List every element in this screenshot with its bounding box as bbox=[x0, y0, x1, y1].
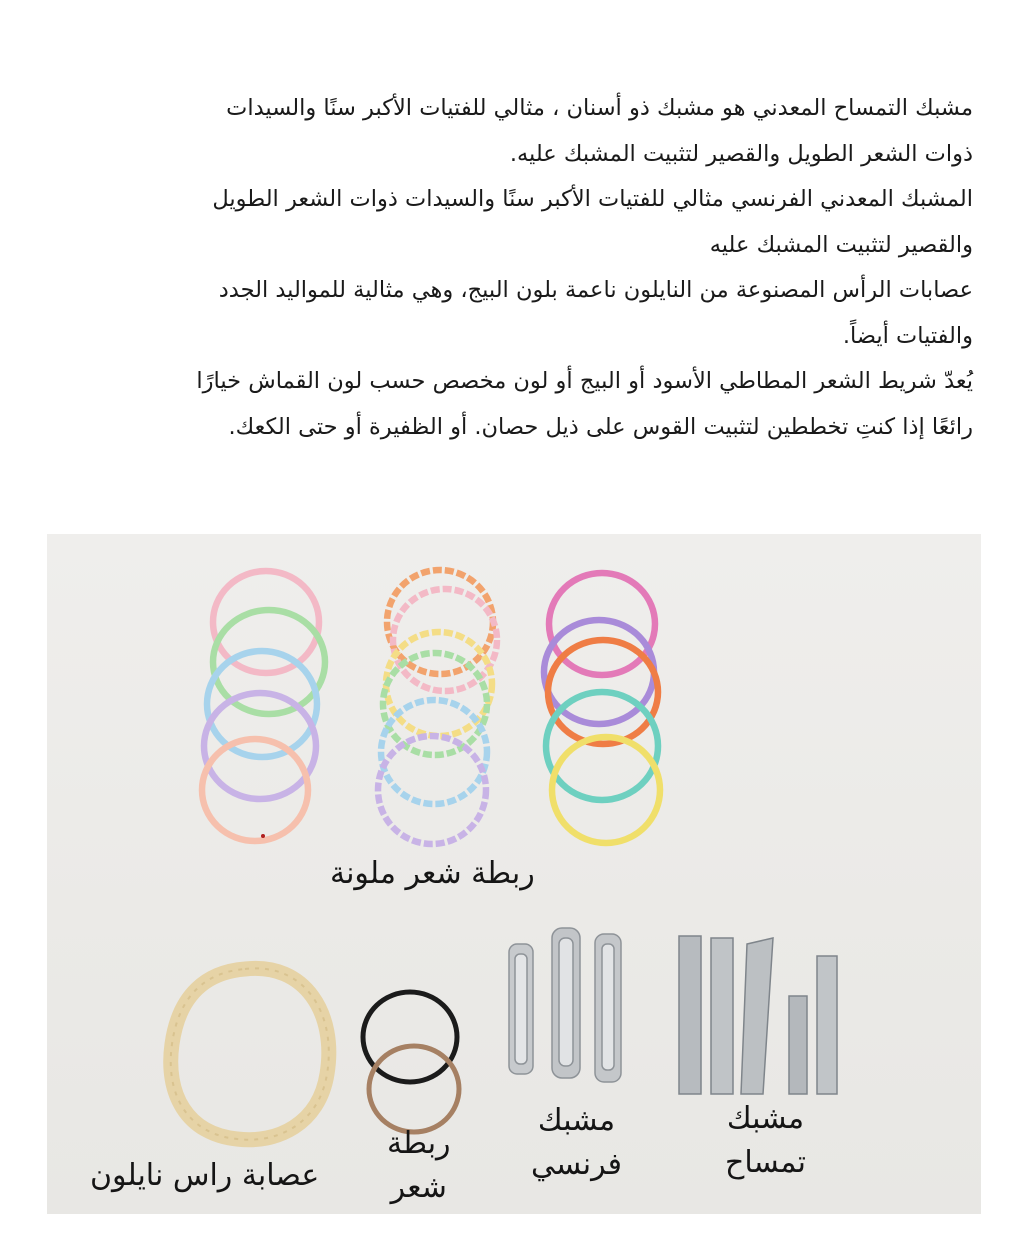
crocodile-clips bbox=[679, 936, 837, 1094]
description-line: مشبك التمساح المعدني هو مشبك ذو أسنان ، مثالي للفتيات الأكبر سنًا والسيدات bbox=[226, 95, 973, 121]
label-french-clip: مشبك فرنسي bbox=[531, 1103, 623, 1182]
description-line: ذوات الشعر الطويل والقصير لتثبيت المشبك عليه. bbox=[509, 140, 973, 167]
crocodile-clip bbox=[679, 936, 701, 1094]
label-nylon-headband: عصابة راس نايلون bbox=[90, 1158, 320, 1193]
bright-hair-ties bbox=[544, 573, 660, 843]
description-line: يُعدّ شريط الشعر المطاطي الأسود أو البيج أو لون مخصص حسب لون القماش خيارًا bbox=[196, 368, 973, 394]
crocodile-clip bbox=[789, 996, 807, 1094]
hair-tie-ring bbox=[387, 570, 493, 674]
description-line: والقصير لتثبيت المشبك عليه bbox=[709, 231, 973, 258]
textured-hair-ties bbox=[378, 570, 497, 844]
description-line: المشبك المعدني الفرنسي مثالي للفتيات الأكبر سنًا والسيدات ذوات الشعر الطويل bbox=[212, 186, 973, 212]
description-line: رائعًا إذا كنتِ تخططين لتثبيت القوس على ذيل حصان. أو الظفيرة أو حتى الكعك. bbox=[228, 413, 973, 440]
description-line: عصابات الرأس المصنوعة من النايلون ناعمة بلون البيج، وهي مثالية للمواليد الجدد bbox=[218, 277, 973, 303]
label-crocodile-clip: مشبك تمساح bbox=[725, 1101, 806, 1180]
hair-tie-ring bbox=[381, 700, 487, 804]
label-hair-tie: ربطة شعر bbox=[387, 1126, 451, 1205]
label-colored-hair-ties: ربطة شعر ملونة bbox=[330, 856, 535, 891]
pastel-hair-ties bbox=[202, 571, 325, 841]
french-clips bbox=[509, 928, 621, 1082]
brown-hair-tie bbox=[369, 1046, 459, 1132]
plain-hair-ties bbox=[363, 992, 459, 1132]
crocodile-clip bbox=[741, 938, 773, 1094]
product-description bbox=[80, 86, 973, 450]
hair-tie-ring bbox=[549, 573, 655, 675]
product-photo bbox=[47, 534, 981, 1214]
crocodile-clip bbox=[711, 938, 733, 1094]
nylon-headband bbox=[171, 968, 329, 1139]
crocodile-clip bbox=[817, 956, 837, 1094]
description-line: والفتيات أيضاً. bbox=[842, 322, 973, 349]
